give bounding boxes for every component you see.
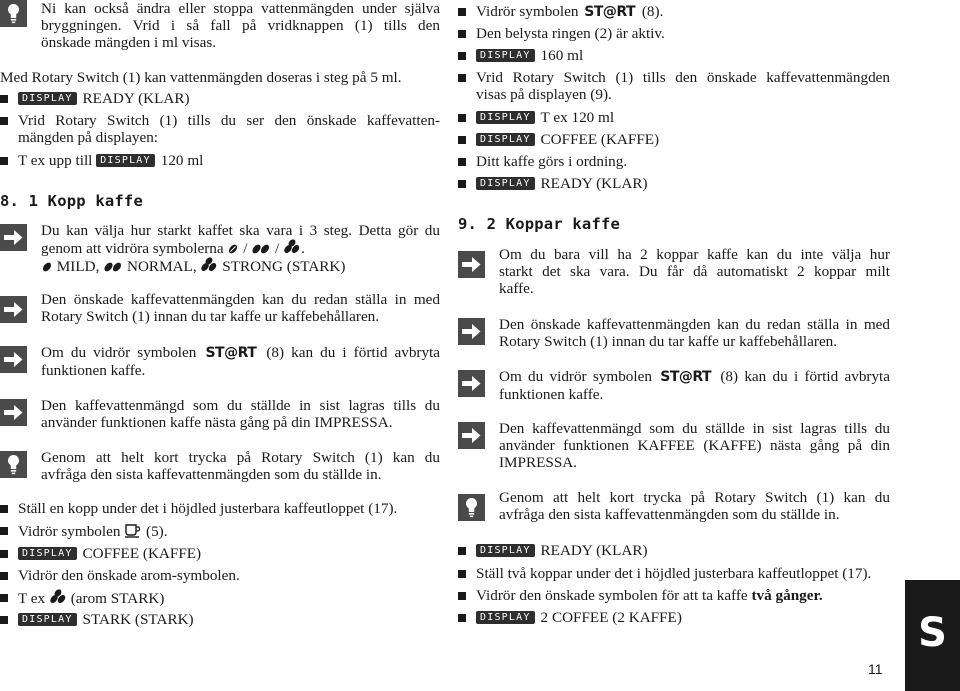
language-tab-letter: S — [918, 610, 947, 656]
rotary-step-note: Med Rotary Switch (1) kan vattenmängden doseras i steg på 5 ml. — [0, 69, 402, 86]
display-text: READY (KLAR) — [82, 90, 190, 107]
display-text: COFFEE (KAFFE) — [540, 131, 660, 148]
text-line: starkt det ska vara. Du får då automatiskt 2 koppar milt — [499, 263, 890, 280]
text: (8) kan du i förtid avbryta — [720, 368, 891, 385]
lightbulb-icon — [0, 0, 27, 27]
start-icon: ST@RT — [584, 4, 636, 20]
info-impressa-memory — [0, 397, 440, 437]
bullet — [458, 114, 466, 122]
text-line: Genom att helt kort trycka på Rotary Switch (1) kan du — [499, 489, 890, 506]
step-text: Ställ en kopp under det i höjdled justerbara kaffeutloppet (17). — [18, 500, 398, 517]
text: (8). — [641, 3, 664, 20]
bullet — [0, 95, 8, 103]
text-line: använder funktionen KAFFEE (KAFFE) nästa gång på din — [499, 437, 890, 454]
coffee-bean-icon — [283, 239, 301, 255]
bullet — [458, 158, 466, 166]
strength-mild: MILD, — [56, 258, 100, 275]
step-text: Vidrör den önskade arom-symbolen. — [18, 567, 240, 584]
bullet — [458, 180, 466, 188]
bullet — [0, 117, 8, 125]
text-line: Ni kan också ändra eller stoppa vattenmängden under själva — [41, 0, 440, 17]
separator: / — [275, 240, 280, 257]
language-tab — [905, 580, 960, 691]
display-label: DISPLAY — [476, 111, 535, 124]
text-line: visas på displayen (9). — [476, 86, 612, 103]
bullet — [458, 592, 466, 600]
coffee-bean-icon — [49, 589, 67, 605]
text: Vidrör den önskade symbolen för att ta kaffe — [476, 587, 748, 604]
strength-strong: STRONG (STARK) — [222, 258, 346, 275]
text: Vidrör symbolen — [476, 3, 579, 20]
display-label: DISPLAY — [476, 611, 535, 624]
emphasis-text: två gånger. — [751, 587, 823, 604]
coffee-bean-icon — [200, 257, 218, 273]
display-label: DISPLAY — [476, 49, 535, 62]
tip-rotary-query — [458, 489, 890, 529]
bullet — [458, 74, 466, 82]
display-label: DISPLAY — [96, 154, 155, 167]
bullet — [0, 594, 8, 602]
text: (8) kan du i förtid avbryta — [266, 344, 441, 361]
text-line: Vrid Rotary Switch (1) tills den önskade kaffevattenmängden — [476, 69, 890, 86]
arrow-right-icon — [0, 224, 27, 251]
text-line: Den kaffevattenmängd som du ställde in sist lagras tills du — [499, 420, 890, 437]
text: (5). — [146, 523, 168, 540]
text-line: bryggningen. Vrid i så fall på vridknappen (1) tills den — [41, 17, 440, 34]
display-label: DISPLAY — [18, 92, 77, 105]
arrow-right-icon — [0, 296, 27, 323]
lightbulb-icon — [458, 494, 485, 521]
arrow-right-icon — [0, 399, 27, 426]
display-text: 160 ml — [540, 47, 584, 64]
step-text: Den belysta ringen (2) är aktiv. — [476, 25, 665, 42]
text-line: IMPRESSA. — [499, 454, 578, 471]
arrow-right-icon — [0, 346, 27, 373]
arrow-right-icon — [458, 370, 485, 397]
display-text: COFFEE (KAFFE) — [82, 545, 202, 562]
page-number: 11 — [868, 661, 883, 677]
text-line: önskade mängden i ml visas. — [41, 34, 217, 51]
display-text: 120 ml — [160, 152, 204, 169]
text-line: Rotary Switch (1) innan du tar kaffe ur kaffebehållaren. — [499, 333, 838, 350]
coffee-bean-icon — [227, 243, 239, 255]
display-label: DISPLAY — [18, 547, 77, 560]
text-line: Den önskade kaffevattenmängden kan du redan ställa in med — [499, 316, 890, 333]
info-preset-amount — [0, 291, 440, 331]
arrow-right-icon — [458, 251, 485, 278]
info-strength — [0, 222, 440, 280]
arrow-right-icon — [458, 318, 485, 345]
text: Om du vidrör symbolen — [499, 368, 652, 385]
display-text: 2 COFFEE (2 KAFFE) — [540, 609, 682, 626]
text-line: Du kan välja hur starkt kaffet ska vara i 3 steg. Detta gör du — [41, 222, 440, 239]
display-label: DISPLAY — [476, 133, 535, 146]
bullet — [458, 52, 466, 60]
bullet — [0, 616, 8, 624]
info-two-cups — [458, 246, 890, 304]
display-text: T ex 120 ml — [540, 109, 615, 126]
info-abort — [0, 344, 440, 384]
text: T ex — [18, 590, 46, 607]
display-text: READY (KLAR) — [540, 542, 648, 559]
display-text: READY (KLAR) — [540, 175, 648, 192]
text: . — [301, 240, 305, 257]
info-preset-amount — [458, 316, 890, 356]
display-text: STARK (STARK) — [82, 611, 194, 628]
text-line: avfråga den sista kaffevattenmängden som du ställde in. — [499, 506, 840, 523]
text-line: Den önskade kaffevattenmängden kan du redan ställa in med — [41, 291, 440, 308]
text: genom att vidröra symbolerna — [41, 240, 224, 257]
text: T ex upp till — [18, 152, 93, 169]
bullet — [0, 527, 8, 535]
start-icon: ST@RT — [205, 345, 257, 361]
step-text: Ditt kaffe görs i ordning. — [476, 153, 628, 170]
coffee-bean-icon — [251, 243, 271, 255]
bullet — [458, 570, 466, 578]
bullet — [458, 136, 466, 144]
text-line: använder funktionen kaffe nästa gång på din IMPRESSA. — [41, 414, 393, 431]
strength-normal: NORMAL, — [127, 258, 197, 275]
text: Om du vidrör symbolen — [41, 344, 197, 361]
section-heading: 9. 2 Koppar kaffe — [458, 215, 621, 233]
lightbulb-icon — [0, 451, 27, 478]
text-line: Rotary Switch (1) innan du tar kaffe ur kaffebehållaren. — [41, 308, 380, 325]
text-line: funktionen kaffe. — [41, 362, 146, 379]
section-heading: 8. 1 Kopp kaffe — [0, 192, 143, 210]
bullet — [0, 157, 8, 165]
display-label: DISPLAY — [18, 613, 77, 626]
bullet — [458, 8, 466, 16]
text-line: mängden på displayen: — [18, 129, 159, 146]
text-line: Om du bara vill ha 2 koppar kaffe kan du inte välja hur — [499, 246, 890, 263]
info-impressa-memory — [458, 420, 890, 478]
tip-change-amount — [0, 0, 440, 54]
start-icon: ST@RT — [660, 369, 712, 385]
coffee-bean-icon — [41, 261, 53, 273]
bullet — [458, 30, 466, 38]
text-line: Genom att helt kort trycka på Rotary Switch (1) kan du — [41, 449, 440, 466]
text-line: kaffe. — [499, 280, 534, 297]
text-line: avfråga den sista kaffevattenmängden som du ställde in. — [41, 466, 382, 483]
coffee-cup-icon — [124, 522, 142, 538]
bullet — [0, 572, 8, 580]
text-line: Den kaffevattenmängd som du ställde in sist lagras tills du — [41, 397, 440, 414]
text: Vidrör symbolen — [18, 523, 121, 540]
display-label: DISPLAY — [476, 544, 535, 557]
step-text: Ställ två koppar under det i höjdled justerbara kaffeutloppet (17). — [476, 565, 872, 582]
arrow-right-icon — [458, 422, 485, 449]
text: (arom STARK) — [70, 590, 165, 607]
text-line: Vrid Rotary Switch (1) tills du ser den önskade kaffevatten- — [18, 112, 440, 129]
tip-rotary-query — [0, 449, 440, 489]
separator: / — [243, 240, 248, 257]
bullet — [0, 505, 8, 513]
text-line: funktionen kaffe. — [499, 386, 604, 403]
bullet — [458, 547, 466, 555]
bullet — [0, 550, 8, 558]
display-label: DISPLAY — [476, 177, 535, 190]
paragraph — [41, 0, 440, 51]
coffee-bean-icon — [103, 261, 123, 273]
info-abort — [458, 368, 890, 408]
bullet — [458, 614, 466, 622]
